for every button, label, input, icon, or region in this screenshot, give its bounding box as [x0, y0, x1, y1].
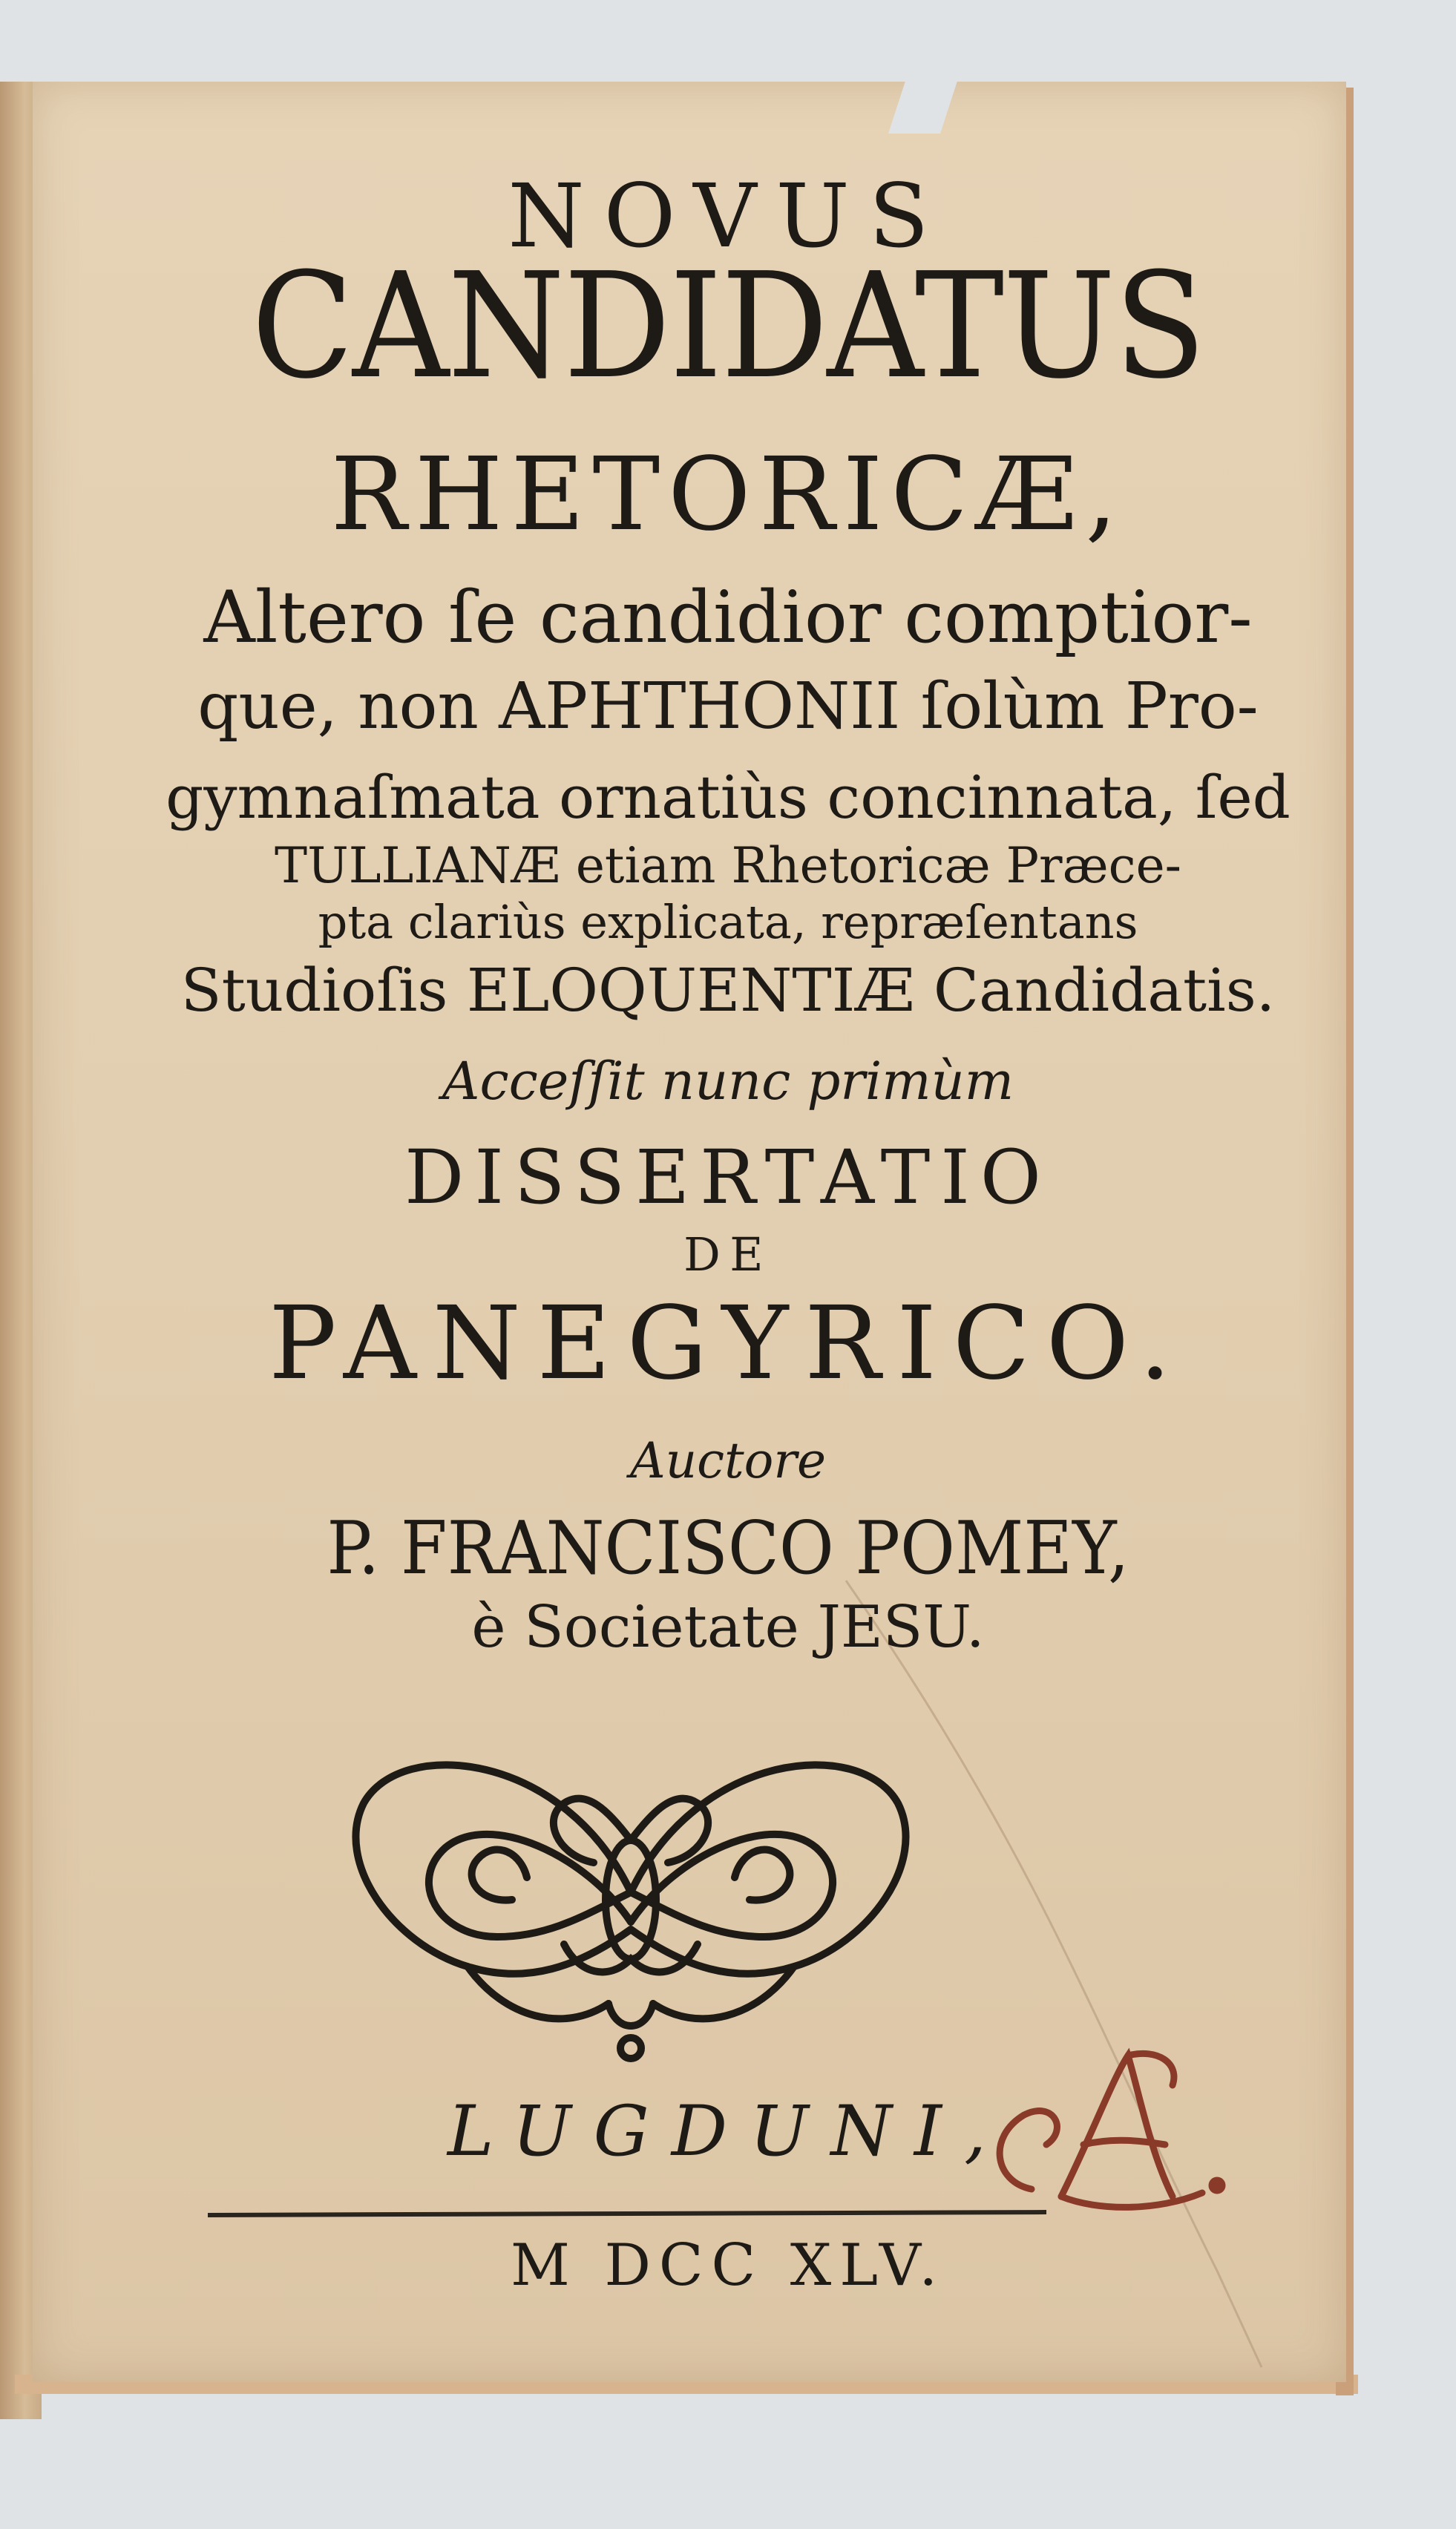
auctore-line: Auctore [630, 1432, 826, 1489]
title-line-candidatus: CANDIDATUS [251, 242, 1205, 411]
subtitle-line-5: pta clariùs explicata, repræſentans [318, 895, 1138, 949]
subtitle-line-2: que, non APHTHONII ſolùm Pro- [197, 669, 1259, 744]
subtitle-line-3: gymnaſmata ornatiùs concinnata, ſed [165, 763, 1291, 832]
author-affiliation: è Societate JESU. [471, 1594, 985, 1661]
imprint-place: LUGDUNI, [447, 2091, 1009, 2172]
title-line-novus: NOVUS [508, 165, 948, 267]
imprint-year: M DCC XLV. [510, 2232, 946, 2299]
accessit-line: Acceſſit nunc primùm [442, 1051, 1014, 1112]
de-line: DE [683, 1227, 773, 1282]
subtitle-line-1: Altero ſe candidior comptior- [203, 576, 1253, 659]
dissertatio-line: DISSERTATIO [404, 1134, 1052, 1221]
subtitle-line-6: Studioſis ELOQUENTIÆ Candidatis. [180, 956, 1276, 1025]
title-line-rhetoricae: RHETORICÆ, [330, 436, 1126, 554]
printers-ornament [341, 1722, 920, 2063]
author-name: P. FRANCISCO POMEY, [327, 1506, 1129, 1591]
panegyrico-line: PANEGYRICO. [269, 1285, 1187, 1403]
subtitle-line-4: TULLIANÆ etiam Rhetoricæ Præce- [275, 837, 1181, 894]
